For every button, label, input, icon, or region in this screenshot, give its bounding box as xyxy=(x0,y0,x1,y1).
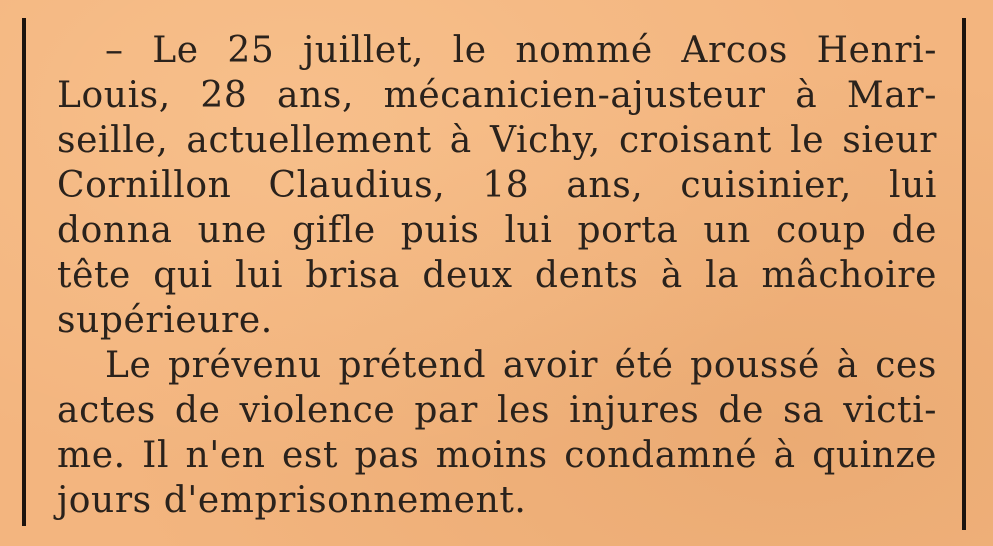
article-line-2: Louis, 28 ans, mécanicien-ajusteur à Mar- xyxy=(57,75,937,116)
article-line-1: – Le 25 juillet, le nommé Arcos Henri- xyxy=(105,30,937,71)
article-line-7: supérieure. xyxy=(57,300,273,341)
article-line-5: donna une gifle puis lui porta un coup de xyxy=(57,210,937,251)
article-line-8: Le prévenu prétend avoir été poussé à ces xyxy=(105,345,937,386)
article-line-9: actes de violence par les injures de sa victi- xyxy=(57,390,937,431)
article-line-11: jours d'emprisonnement. xyxy=(57,480,527,521)
article-line-3: seille, actuellement à Vichy, croisant le sieur xyxy=(57,120,937,161)
left-column-rule xyxy=(22,18,26,526)
article-line-6: tête qui lui brisa deux dents à la mâchoire xyxy=(57,255,937,296)
article-line-10: me. Il n'en est pas moins condamné à quinze xyxy=(57,435,937,476)
article-text xyxy=(57,28,937,523)
article-line-4: Cornillon Claudius, 18 ans, cuisinier, lui xyxy=(57,165,937,206)
right-column-rule xyxy=(962,18,966,530)
